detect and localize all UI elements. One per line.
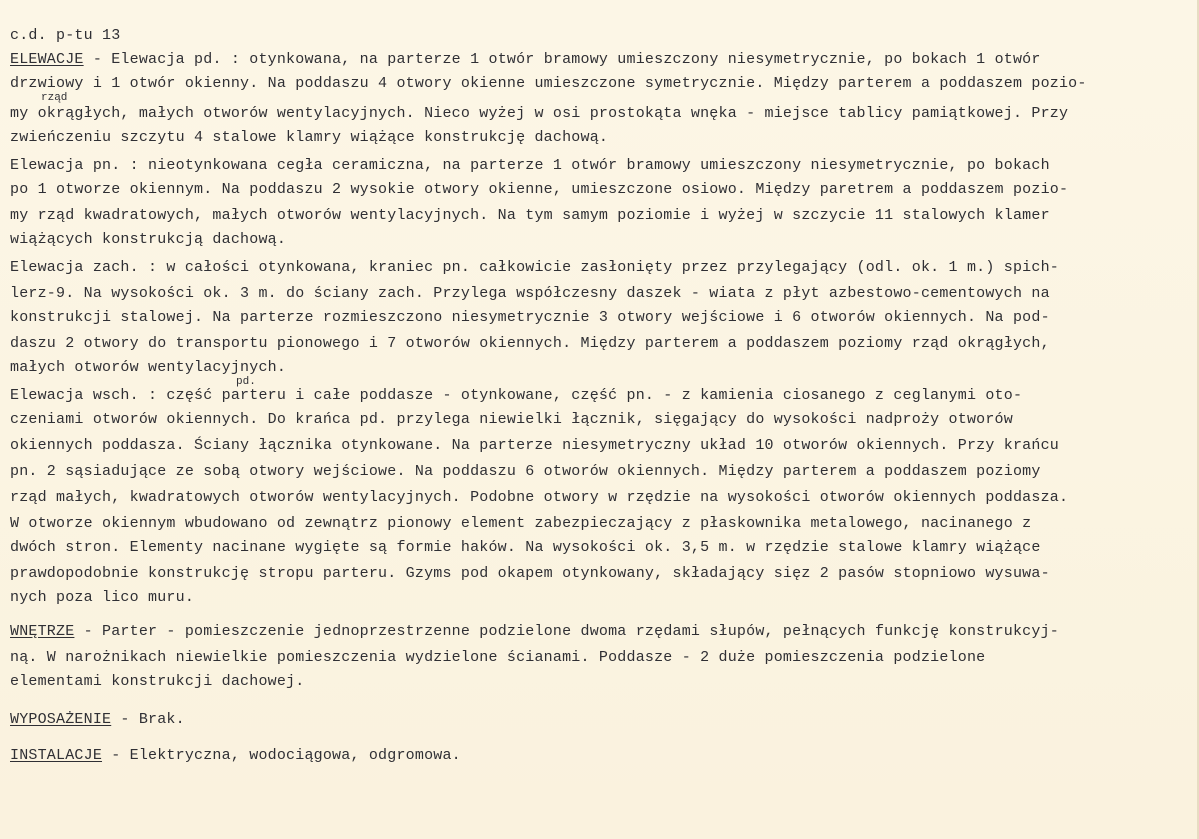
instalacje-heading: INSTALACJE	[10, 747, 103, 764]
instalacje-text: - Elektryczna, wodociągowa, odgromowa.	[102, 747, 461, 764]
instalacje-line	[10, 746, 461, 766]
elewacje-line-16: okiennych poddasza. Ściany łącznika otynkowane. Na parterze niesymetryczny układ 10 otworów okiennych. Przy krańcu	[10, 437, 1059, 454]
elewacje-line-20: dwóch stron. Elementy nacinane wygięte są formie haków. Na wysokości ok. 3,5 m. w rzędzie stalowe klamry wiążące	[10, 539, 1041, 556]
inserted-word-rzad: rząd	[41, 92, 68, 104]
inserted-word-pd: pd.	[236, 376, 256, 388]
wnetrze-line-1	[10, 622, 1059, 642]
elewacje-line-15: czeniami otworów okiennych. Do krańca pd. przylega niewielki łącznik, sięgający do wysokości nadproży otworów	[10, 411, 1013, 428]
elewacje-line-22: nych poza lico muru.	[10, 589, 195, 606]
elewacje-line-3: my okrągłych, małych otworów wentylacyjnych. Nieco wyżej w osi prostokąta wnęka - miejsce tablicy pamiątkowej. Przy	[10, 105, 1069, 122]
elewacje-line-10: lerz-9. Na wysokości ok. 3 m. do ściany zach. Przylega współczesny daszek - wiata z płyt azbestowo-cementowych na	[10, 285, 1050, 302]
elewacje-line-5: Elewacja pn. : nieotynkowana cegła ceramiczna, na parterze 1 otwór bramowy umieszczony niesymetrycznie, po bokach	[10, 157, 1050, 174]
elewacje-line-9: Elewacja zach. : w całości otynkowana, kraniec pn. całkowicie zasłonięty przez przylegający (odl. ok. 1 m.) spich-	[10, 259, 1059, 276]
elewacje-heading: ELEWACJE	[10, 51, 84, 68]
elewacje-line-17: pn. 2 sąsiadujące ze sobą otwory wejściowe. Na poddaszu 6 otworów okiennych. Między parterem a poddaszem poziomy	[10, 463, 1041, 480]
wnetrze-line-2: ną. W narożnikach niewielkie pomieszczenia wydzielone ścianami. Poddasze - 2 duże pomieszczenia podzielone	[10, 649, 986, 666]
elewacje-line-13: małych otworów wentylacyjnych.	[10, 359, 287, 376]
elewacje-line-4: zwieńczeniu szczytu 4 stalowe klamry wiążące konstrukcję dachową.	[10, 129, 609, 146]
elewacje-line-12: daszu 2 otwory do transportu pionowego i 7 otworów okiennych. Między parterem a poddaszem poziomy rząd okrągłych,	[10, 335, 1050, 352]
elewacje-line-1	[10, 50, 1041, 70]
elewacje-line-19: W otworze okiennym wbudowano od zewnątrz pionowy element zabezpieczający z płaskownika metalowego, nacinanego z	[10, 515, 1032, 532]
elewacje-line-18: rząd małych, kwadratowych otworów wentylacyjnych. Podobne otwory w rzędzie na wysokości otworów okiennych poddasza.	[10, 489, 1069, 506]
elewacje-line-21: prawdopodobnie konstrukcję stropu parteru. Gzyms pod okapem otynkowany, składający sięz 2 pasów stopniowo wysuwa-	[10, 565, 1050, 582]
elewacje-line-2: drzwiowy i 1 otwór okienny. Na poddaszu 4 otwory okienne umieszczone symetrycznie. Między parterem a poddaszem pozio-	[10, 75, 1087, 92]
wyposazenie-text: - Brak.	[111, 711, 185, 728]
elewacje-line-8: wiążących konstrukcją dachową.	[10, 231, 287, 248]
wnetrze-line-3: elementami konstrukcji dachowej.	[10, 673, 305, 690]
elewacje-line-6: po 1 otworze okiennym. Na poddaszu 2 wysokie otwory okienne, umieszczone osiowo. Między paretrem a poddaszem pozio-	[10, 181, 1069, 198]
wnetrze-text: - Parter - pomieszczenie jednoprzestrzenne podzielone dwoma rzędami słupów, pełnących funkcję konstrukcyj-	[74, 623, 1059, 640]
elewacje-line-14: Elewacja wsch. : część parteru i całe poddasze - otynkowane, część pn. - z kamienia ciosanego z ceglanymi oto-	[10, 387, 1023, 404]
wyposazenie-line	[10, 710, 185, 730]
elewacje-line-7: my rząd kwadratowych, małych otworów wentylacyjnych. Na tym samym poziomie i wyżej w szczycie 11 stalowych klamer	[10, 207, 1050, 224]
page-reference: c.d. p-tu 13	[10, 27, 121, 44]
elewacje-text: - Elewacja pd. : otynkowana, na parterze 1 otwór bramowy umieszczony niesymetrycznie, po bokach 1 otwór	[83, 51, 1041, 68]
wnetrze-heading: WNĘTRZE	[10, 623, 75, 640]
wyposazenie-heading: WYPOSAŻENIE	[10, 711, 112, 728]
elewacje-line-11: konstrukcji stalowej. Na parterze rozmieszczono niesymetrycznie 3 otwory wejściowe i 6 otworów okiennych. Na pod-	[10, 309, 1050, 326]
